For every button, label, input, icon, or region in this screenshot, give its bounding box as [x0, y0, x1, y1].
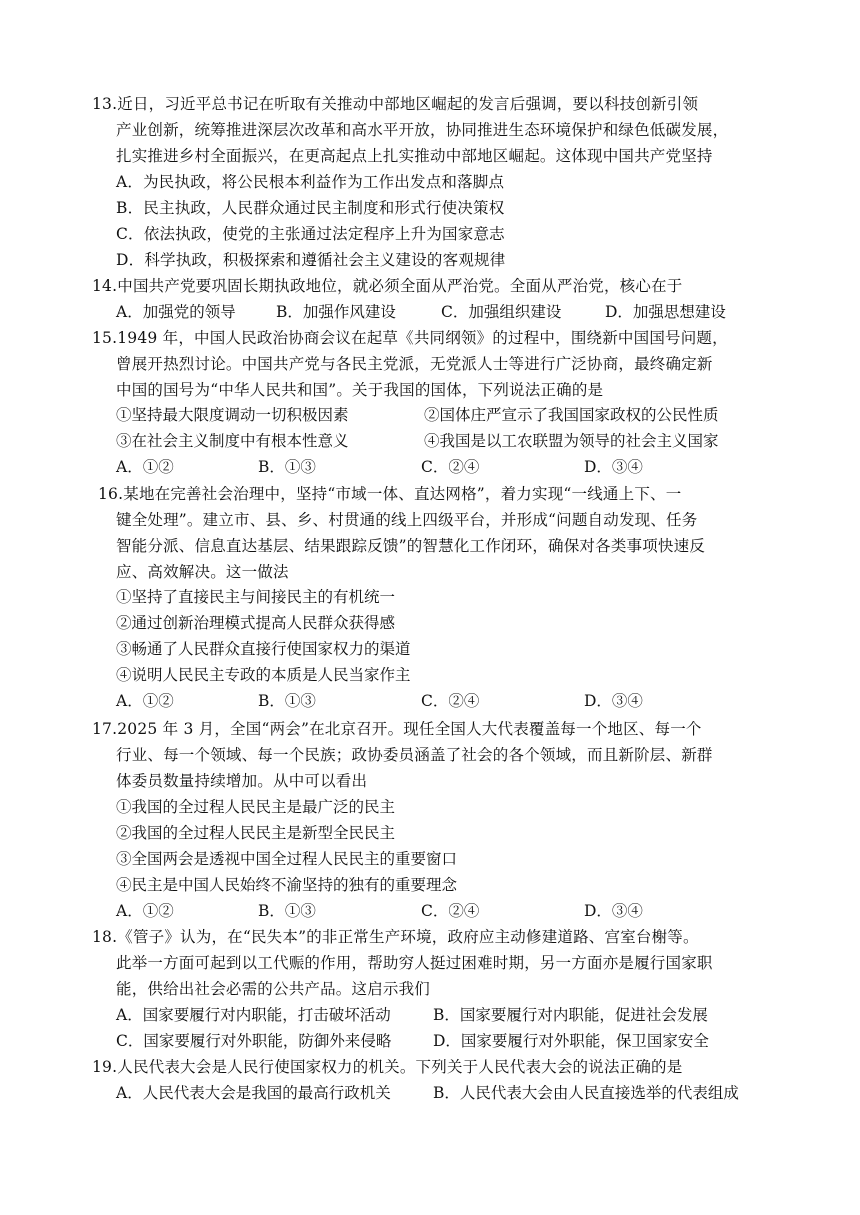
option-b: B．①③: [258, 458, 316, 476]
option-b: B．加强作风建设: [276, 303, 396, 321]
question-stem: 智能分派、信息直达基层、结果跟踪反馈”的智慧化工作闭环，确保对各类事项快速反: [116, 537, 706, 555]
option-a: A．人民代表大会是我国的最高行政机关: [116, 1084, 391, 1102]
question-stem: 行业、每一个领域、每一个民族；政协委员涵盖了社会的各个领域，而且新阶层、新群: [116, 746, 713, 764]
statement-4: ④我国是以工农联盟为领导的社会主义国家: [424, 432, 719, 450]
question-stem: 产业创新，统筹推进深层次改革和高水平开放，协同推进生态环境保护和绿色低碳发展，: [116, 121, 729, 139]
statement-3: ③畅通了人民群众直接行使国家权力的渠道: [116, 640, 411, 658]
option-d: D．③④: [584, 902, 643, 920]
option-b: B．人民代表大会由人民直接选举的代表组成: [433, 1084, 739, 1102]
option-c: C．加强组织建设: [441, 303, 562, 321]
option-b: B．民主执政，人民群众通过民主制度和形式行使决策权: [116, 199, 505, 217]
question-stem: 体委员数量持续增加。从中可以看出: [116, 772, 368, 790]
option-a: A．加强党的领导: [116, 303, 236, 321]
statement-3: ③在社会主义制度中有根本性意义: [116, 432, 349, 450]
question-stem: 15.1949 年，中国人民政治协商会议在起草《共同纲领》的过程中，围绕新中国国号问题，: [92, 329, 728, 347]
question-stem: 扎实推进乡村全面振兴，在更高起点上扎实推动中部地区崛起。这体现中国共产党坚持: [116, 147, 713, 165]
option-a: A．①②: [116, 692, 174, 710]
option-a: A．为民执政，将公民根本利益作为工作出发点和落脚点: [116, 173, 505, 191]
option-c: C．②④: [421, 458, 480, 476]
option-c: C．②④: [421, 902, 480, 920]
question-stem: 曾展开热烈讨论。中国共产党与各民主党派，无党派人士等进行广泛协商，最终确定新: [116, 355, 713, 373]
question-stem: 19.人民代表大会是人民行使国家权力的机关。下列关于人民代表大会的说法正确的是: [92, 1058, 683, 1076]
statement-1: ①坚持了直接民主与间接民主的有机统一: [116, 588, 396, 606]
question-stem: 此举一方面可起到以工代赈的作用，帮助穷人挺过困难时期，另一方面亦是履行国家职: [116, 954, 713, 972]
question-stem: 16.某地在完善社会治理中，坚持“市域一体、直达网格”，着力实现“一线通上下、一: [98, 485, 682, 503]
option-a: A．①②: [116, 902, 174, 920]
statement-1: ①我国的全过程人民民主是最广泛的民主: [116, 798, 396, 816]
statement-4: ④民主是中国人民始终不渝坚持的独有的重要理念: [116, 876, 458, 894]
option-b: B．①③: [258, 692, 316, 710]
option-a: A．国家要履行对内职能，打击破坏活动: [116, 1006, 391, 1024]
question-stem: 键全处理”。建立市、县、乡、村贯通的线上四级平台，并形成“问题自动发现、任务: [116, 511, 698, 529]
question-stem: 18.《管子》认为，在“民失本”的非正常生产环境，政府应主动修建道路、宫室台榭等。: [92, 928, 699, 946]
option-c: C．②④: [421, 692, 480, 710]
statement-2: ②我国的全过程人民民主是新型全民民主: [116, 824, 396, 842]
question-stem: 能，供给出社会必需的公共产品。这启示我们: [116, 980, 431, 998]
statement-3: ③全国两会是透视中国全过程人民民主的重要窗口: [116, 850, 458, 868]
statement-2: ②通过创新治理模式提高人民群众获得感: [116, 614, 396, 632]
question-stem: 应、高效解决。这一做法: [116, 563, 289, 581]
question-stem: 14.中国共产党要巩固长期执政地位，就必须全面从严治党。全面从严治党，核心在于: [92, 277, 683, 295]
statement-4: ④说明人民民主专政的本质是人民当家作主: [116, 666, 411, 684]
option-c: C．依法执政，使党的主张通过法定程序上升为国家意志: [116, 225, 505, 243]
option-d: D．加强思想建设: [605, 303, 726, 321]
statement-2: ②国体庄严宣示了我国国家政权的公民性质: [424, 406, 719, 424]
option-d: D．科学执政，积极探索和遵循社会主义建设的客观规律: [116, 251, 506, 269]
option-b: B．①③: [258, 902, 316, 920]
statement-1: ①坚持最大限度调动一切积极因素: [116, 406, 349, 424]
option-d: D．③④: [584, 692, 643, 710]
option-b: B．国家要履行对内职能，促进社会发展: [433, 1006, 708, 1024]
option-d: D．国家要履行对外职能，保卫国家安全: [433, 1032, 709, 1050]
option-d: D．③④: [584, 458, 643, 476]
option-c: C．国家要履行对外职能，防御外来侵略: [116, 1032, 392, 1050]
option-a: A．①②: [116, 458, 174, 476]
question-stem: 13.近日，习近平总书记在听取有关推动中部地区崛起的发言后强调，要以科技创新引领: [92, 95, 699, 113]
question-stem: 中国的国号为“中华人民共和国”。关于我国的国体，下列说法正确的是: [116, 381, 604, 399]
question-stem: 17.2025 年 3 月，全国“两会”在北京召开。现任全国人大代表覆盖每一个地区、每一个: [92, 720, 702, 738]
